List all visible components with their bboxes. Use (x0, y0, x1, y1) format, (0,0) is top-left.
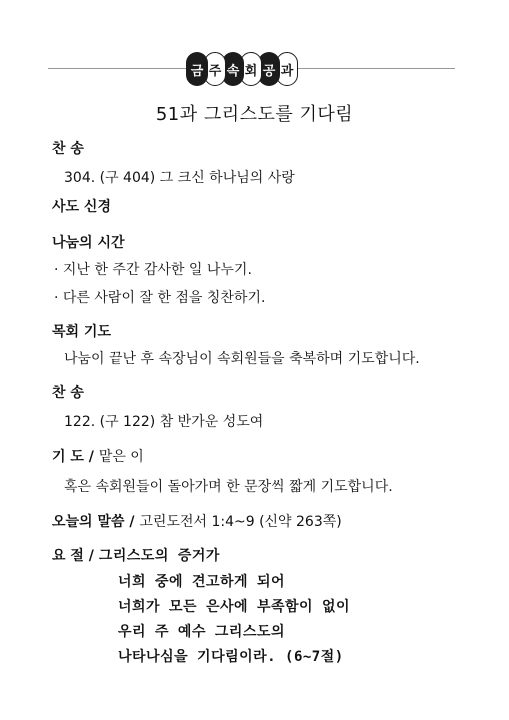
pastoral-prayer-heading: 목회 기도 (52, 324, 111, 340)
prayer-label: 기 도 (52, 449, 84, 465)
sharing-heading: 나눔의 시간 (52, 235, 125, 251)
series-badge (186, 52, 294, 86)
badge-char: 과 (276, 52, 298, 86)
hymn1-heading: 찬 송 (52, 141, 84, 157)
separator: / (124, 514, 140, 530)
scripture-reference: 고린도전서 1:4~9 (신약 263쪽) (139, 514, 342, 530)
key-verse-line: 너희 중에 견고하게 되어 (118, 574, 286, 590)
separator: / (83, 449, 99, 465)
scripture-heading (52, 511, 342, 531)
prayer-text: 혹은 속회원들이 돌아가며 한 문장씩 짧게 기도합니다. (64, 479, 393, 495)
hymn2-heading: 찬 송 (52, 385, 84, 401)
sharing-item: · 지난 한 주간 감사한 일 나누기. (54, 262, 252, 278)
sharing-item: · 다른 사람이 잘 한 점을 칭찬하기. (54, 290, 266, 306)
scripture-label: 오늘의 말씀 (52, 514, 125, 530)
badge-char: 공 (258, 52, 280, 86)
pastoral-prayer-text: 나눔이 끝난 후 속장님이 속회원들을 축복하며 기도합니다. (64, 351, 420, 367)
key-verse-heading (52, 545, 220, 565)
key-verse-line: 너희가 모든 은사에 부족함이 없이 (118, 599, 351, 615)
creed-heading: 사도 신경 (52, 199, 111, 215)
key-verse-line: 우리 주 예수 그리스도의 (118, 624, 286, 640)
hymn2-text: 122. (구 122) 참 반가운 성도여 (64, 414, 264, 430)
badge-char: 주 (204, 52, 226, 86)
badge-char: 회 (240, 52, 262, 86)
prayer-heading (52, 446, 144, 466)
prayer-role: 맡은 이 (98, 449, 144, 465)
lesson-title: 51과 그리스도를 기다림 (155, 104, 354, 125)
key-verse-theme: 그리스도의 증거가 (98, 548, 220, 564)
hymn1-text: 304. (구 404) 그 크신 하나님의 사랑 (64, 170, 295, 186)
key-verse-label: 요 절 (52, 548, 84, 564)
badge-char: 속 (222, 52, 244, 86)
separator: / (83, 548, 99, 564)
badge-char: 금 (186, 52, 208, 86)
key-verse-line: 나타나심을 기다림이라. (6~7절) (118, 649, 344, 665)
